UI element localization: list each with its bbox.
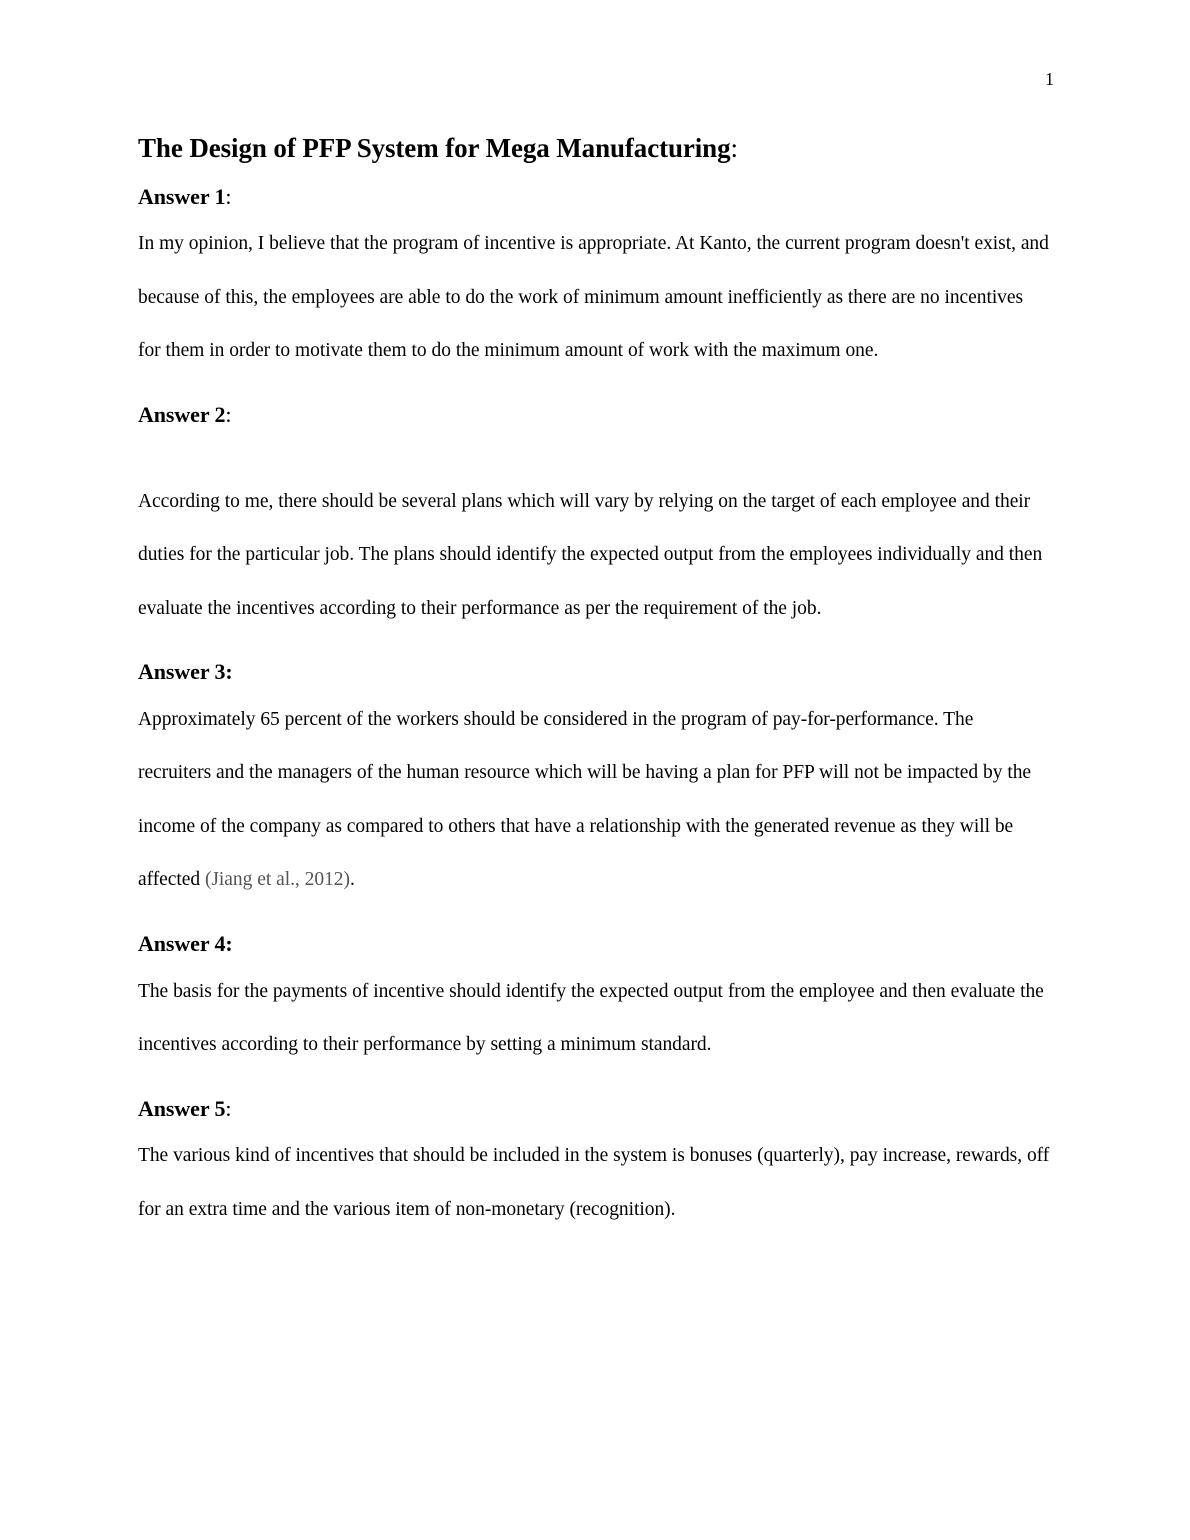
page-title-text: The Design of PFP System for Mega Manufacturing — [138, 133, 731, 163]
spacer — [138, 172, 1050, 182]
page-title — [138, 132, 1050, 166]
paragraph-answer-3-main: Approximately 65 percent of the workers should be considered in the program of pay-for-performance. The recruiters and the managers of the human resource which will be having a plan for PFP will not be impacted by the income of the company as compared to others that have a relationship with the generated revenue as they will be affected — [138, 708, 1032, 891]
paragraph-answer-3-tail: . — [349, 869, 355, 891]
spacer — [138, 1072, 1050, 1094]
heading-answer-5-text: Answer 5 — [138, 1095, 226, 1121]
heading-answer-1 — [138, 182, 1050, 212]
heading-answer-3 — [138, 657, 1050, 687]
heading-answer-5 — [138, 1094, 1050, 1124]
heading-answer-2 — [138, 400, 1050, 430]
paragraph-answer-3 — [138, 693, 1050, 907]
document-body — [138, 132, 1050, 1236]
spacer — [138, 378, 1050, 400]
spacer — [138, 907, 1050, 929]
page-title-colon: : — [730, 133, 738, 163]
paragraph-answer-2: According to me, there should be several plans which will vary by relying on the target of each employee and their duties for the particular job. The plans should identify the expected output from the employees individually and then evaluate the incentives according to their performance as per the requirement of the job. — [138, 490, 1043, 619]
heading-answer-3-colon: : — [225, 659, 233, 685]
heading-answer-5-colon: : — [225, 1095, 232, 1121]
section-answer-4 — [138, 929, 1050, 1072]
heading-answer-4-colon: : — [225, 930, 233, 956]
paragraph-answer-5: The various kind of incentives that should be included in the system is bonuses (quarterly), pay increase, rewards, off for an extra time and the various item of non-monetary (recognition). — [138, 1145, 1050, 1220]
heading-answer-3-text: Answer 3 — [138, 659, 226, 685]
section-answer-3 — [138, 657, 1050, 907]
citation-jiang-2012: (Jiang et al., 2012) — [204, 869, 350, 891]
page-number: 1 — [1045, 69, 1054, 89]
heading-answer-2-text: Answer 2 — [138, 401, 226, 427]
section-answer-1 — [138, 182, 1050, 378]
heading-answer-4-text: Answer 4 — [138, 930, 226, 956]
heading-answer-4 — [138, 929, 1050, 959]
spacer-blank-line — [138, 430, 1050, 475]
section-answer-5 — [138, 1094, 1050, 1237]
paragraph-answer-4: The basis for the payments of incentive should identify the expected output from the employee and then evaluate the incentives according to their performance by setting a minimum standard. — [138, 980, 1044, 1055]
heading-answer-2-colon: : — [225, 401, 232, 427]
heading-answer-1-text: Answer 1 — [138, 183, 226, 209]
spacer — [138, 635, 1050, 657]
section-answer-2 — [138, 400, 1050, 635]
paragraph-answer-1: In my opinion, I believe that the program of incentive is appropriate. At Kanto, the current program doesn't exist, and because of this, the employees are able to do the work of minimum amount inefficiently as there are no incentives for them in order to motivate them to do the minimum amount of work with the maximum one. — [138, 233, 1049, 362]
heading-answer-1-colon: : — [225, 183, 232, 209]
